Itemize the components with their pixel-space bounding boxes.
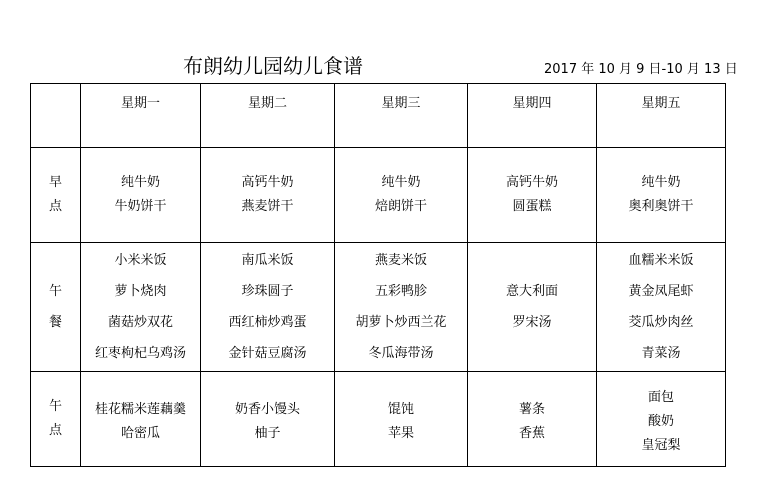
menu-item: 红枣枸杞乌鸡汤 [94,346,186,361]
menu-item: 燕麦米饭 [374,253,427,268]
menu-item: 酸奶 [647,414,674,429]
lunch-cell-monday [81,243,201,372]
breakfast-cell-wednesday [335,148,468,243]
lunch-cell-tuesday [201,243,335,372]
day-header-thursday: 星期四 [468,84,597,148]
menu-item: 珍珠圆子 [241,284,294,299]
menu-item: 奶香小馒头 [234,402,300,417]
menu-item: 香蕉 [518,426,545,441]
snack-cell-monday [81,372,201,467]
menu-item: 金针菇豆腐汤 [228,346,307,361]
menu-item: 燕麦饼干 [241,199,294,214]
menu-item: 哈密瓜 [120,426,160,441]
day-header-friday: 星期五 [597,84,726,148]
menu-item: 罗宋汤 [512,315,552,330]
menu-item: 茭瓜炒肉丝 [628,315,694,330]
menu-item: 柚子 [254,426,281,441]
menu-item: 菌菇炒双花 [107,315,173,330]
breakfast-cell-friday [597,148,726,243]
breakfast-cell-monday [81,148,201,243]
day-header-monday: 星期一 [81,84,201,148]
snack-cell-friday [597,372,726,467]
menu-item: 皇冠梨 [641,438,681,453]
snack-cell-tuesday [201,372,335,467]
day-header-wednesday: 星期三 [335,84,468,148]
menu-item: 小米米饭 [114,253,167,268]
row-label-line: 餐 [48,315,62,330]
menu-item: 血糯米米饭 [628,253,694,268]
menu-item: 牛奶饼干 [114,199,167,214]
row-label-line: 早 [48,175,62,190]
menu-item: 焙朗饼干 [374,199,427,214]
row-label-afternoon-snack [31,372,81,467]
corner-cell [31,84,81,148]
menu-item: 圆蛋糕 [512,199,552,214]
page-title: 布朗幼儿园幼儿食谱 [183,54,363,78]
menu-table [30,83,726,467]
snack-cell-wednesday [335,372,468,467]
menu-item: 高钙牛奶 [505,175,558,190]
menu-item: 高钙牛奶 [241,175,294,190]
menu-item: 南瓜米饭 [241,253,294,268]
header-row [31,84,726,148]
menu-item: 冬瓜海带汤 [368,346,434,361]
menu-item: 纯牛奶 [120,175,160,190]
menu-item: 西红柿炒鸡蛋 [228,315,307,330]
menu-item: 苹果 [387,426,414,441]
lunch-cell-friday [597,243,726,372]
breakfast-cell-tuesday [201,148,335,243]
row-label-line: 点 [48,199,62,214]
lunch-cell-wednesday [335,243,468,372]
menu-item: 黄金凤尾虾 [628,284,694,299]
day-header-tuesday: 星期二 [201,84,335,148]
menu-item: 五彩鸭胗 [374,284,427,299]
menu-item: 桂花糯米莲藕羹 [94,402,186,417]
snack-cell-thursday [468,372,597,467]
menu-item: 纯牛奶 [381,175,421,190]
menu-item: 萝卜烧肉 [114,284,167,299]
row-label-line: 午 [48,284,62,299]
menu-item: 面包 [647,390,674,405]
afternoon-snack-row [31,372,726,467]
row-label-breakfast [31,148,81,243]
menu-item: 奥利奥饼干 [628,199,694,214]
menu-item: 意大利面 [505,284,558,299]
lunch-cell-thursday [468,243,597,372]
menu-item: 纯牛奶 [641,175,681,190]
date-range: 2017 年 10 月 9 日-10 月 13 日 [544,62,738,77]
breakfast-cell-thursday [468,148,597,243]
menu-item: 胡萝卜炒西兰花 [355,315,447,330]
row-label-line: 点 [48,423,62,438]
menu-item: 馄饨 [387,402,414,417]
row-label-line: 午 [48,399,62,414]
row-label-lunch [31,243,81,372]
menu-item: 薯条 [518,402,545,417]
lunch-row [31,243,726,372]
menu-item: 青菜汤 [641,346,681,361]
breakfast-row [31,148,726,243]
